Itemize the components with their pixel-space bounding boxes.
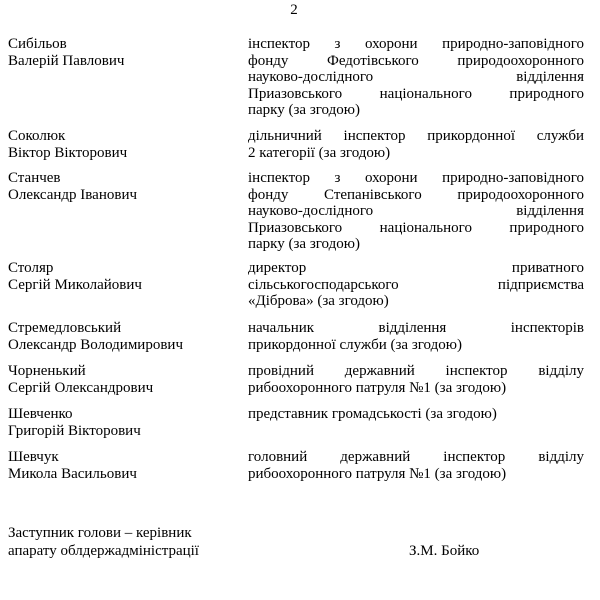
role-line: інспектор з охорони природно-заповідного — [248, 170, 584, 186]
role-line: дільничний інспектор прикордонної служби — [248, 128, 584, 144]
role-line: 2 категорії (за згодою) — [248, 144, 391, 161]
member-name — [8, 449, 238, 483]
role-line: прикордонної служби (за згодою) — [248, 336, 462, 353]
member-role — [248, 260, 584, 310]
member-name — [8, 170, 238, 204]
member-name — [8, 363, 238, 397]
role-line: парку (за згодою) — [248, 102, 360, 118]
role-line: провідний державний інспектор відділу — [248, 363, 584, 379]
member-role — [248, 170, 584, 253]
role-line: рибоохоронного патруля №1 (за згодою) — [248, 465, 507, 482]
member-role — [248, 363, 584, 396]
role-line: представник громадськості (за згодою) — [248, 406, 497, 422]
member-surname: Шевченко — [8, 406, 73, 422]
role-line: сільськогосподарського підприємства — [248, 276, 584, 293]
role-line: Приазовського національного природного — [248, 219, 584, 236]
member-given-name: Олександр Володимирович — [8, 337, 183, 353]
signatory-title-line: Заступник голови – керівник — [8, 525, 192, 541]
signature-block — [8, 524, 586, 560]
member-given-name: Григорій Вікторович — [8, 423, 141, 439]
member-surname: Стремедловський — [8, 320, 122, 336]
role-line: Приазовського національного природного — [248, 85, 584, 102]
member-surname: Станчев — [8, 170, 61, 186]
member-surname: Сибільов — [8, 36, 67, 52]
member-given-name: Сергій Олександрович — [8, 380, 154, 396]
role-line: науково-дослідного відділення — [248, 69, 584, 85]
member-surname: Соколюк — [8, 128, 66, 144]
member-name — [8, 406, 238, 440]
member-name — [8, 36, 238, 70]
member-name — [8, 260, 238, 294]
role-line: головний державний інспектор відділу — [248, 449, 584, 465]
role-line: начальник відділення інспекторів — [248, 320, 584, 336]
role-line: парку (за згодою) — [248, 236, 360, 252]
role-line: рибоохоронного патруля №1 (за згодою) — [248, 379, 507, 396]
role-line: фонду Федотівського природоохоронного — [248, 52, 584, 69]
member-role — [248, 128, 584, 161]
member-surname: Столяр — [8, 260, 54, 276]
member-surname: Чорненький — [8, 363, 86, 379]
member-given-name: Валерій Павлович — [8, 53, 125, 69]
signatory-title-line: апарату облдержадміністрації — [8, 543, 199, 559]
signatory-name: З.М. Бойко — [409, 543, 480, 559]
role-line: науково-дослідного відділення — [248, 203, 584, 219]
member-given-name: Сергій Миколайович — [8, 277, 142, 293]
member-role — [248, 36, 584, 119]
member-given-name: Микола Васильович — [8, 466, 137, 482]
member-role — [248, 320, 584, 353]
member-name — [8, 128, 238, 162]
member-role — [248, 406, 584, 423]
role-line: «Діброва» (за згодою) — [248, 293, 389, 309]
member-surname: Шевчук — [8, 449, 59, 465]
role-line: директор приватного — [248, 260, 584, 276]
member-given-name: Олександр Іванович — [8, 187, 138, 203]
page-number: 2 — [290, 2, 298, 18]
role-line: фонду Степанівського природоохоронного — [248, 186, 584, 203]
member-given-name: Віктор Вікторович — [8, 145, 128, 161]
signatory-title — [8, 524, 586, 560]
member-role — [248, 449, 584, 482]
member-name — [8, 320, 238, 354]
role-line: інспектор з охорони природно-заповідного — [248, 36, 584, 52]
